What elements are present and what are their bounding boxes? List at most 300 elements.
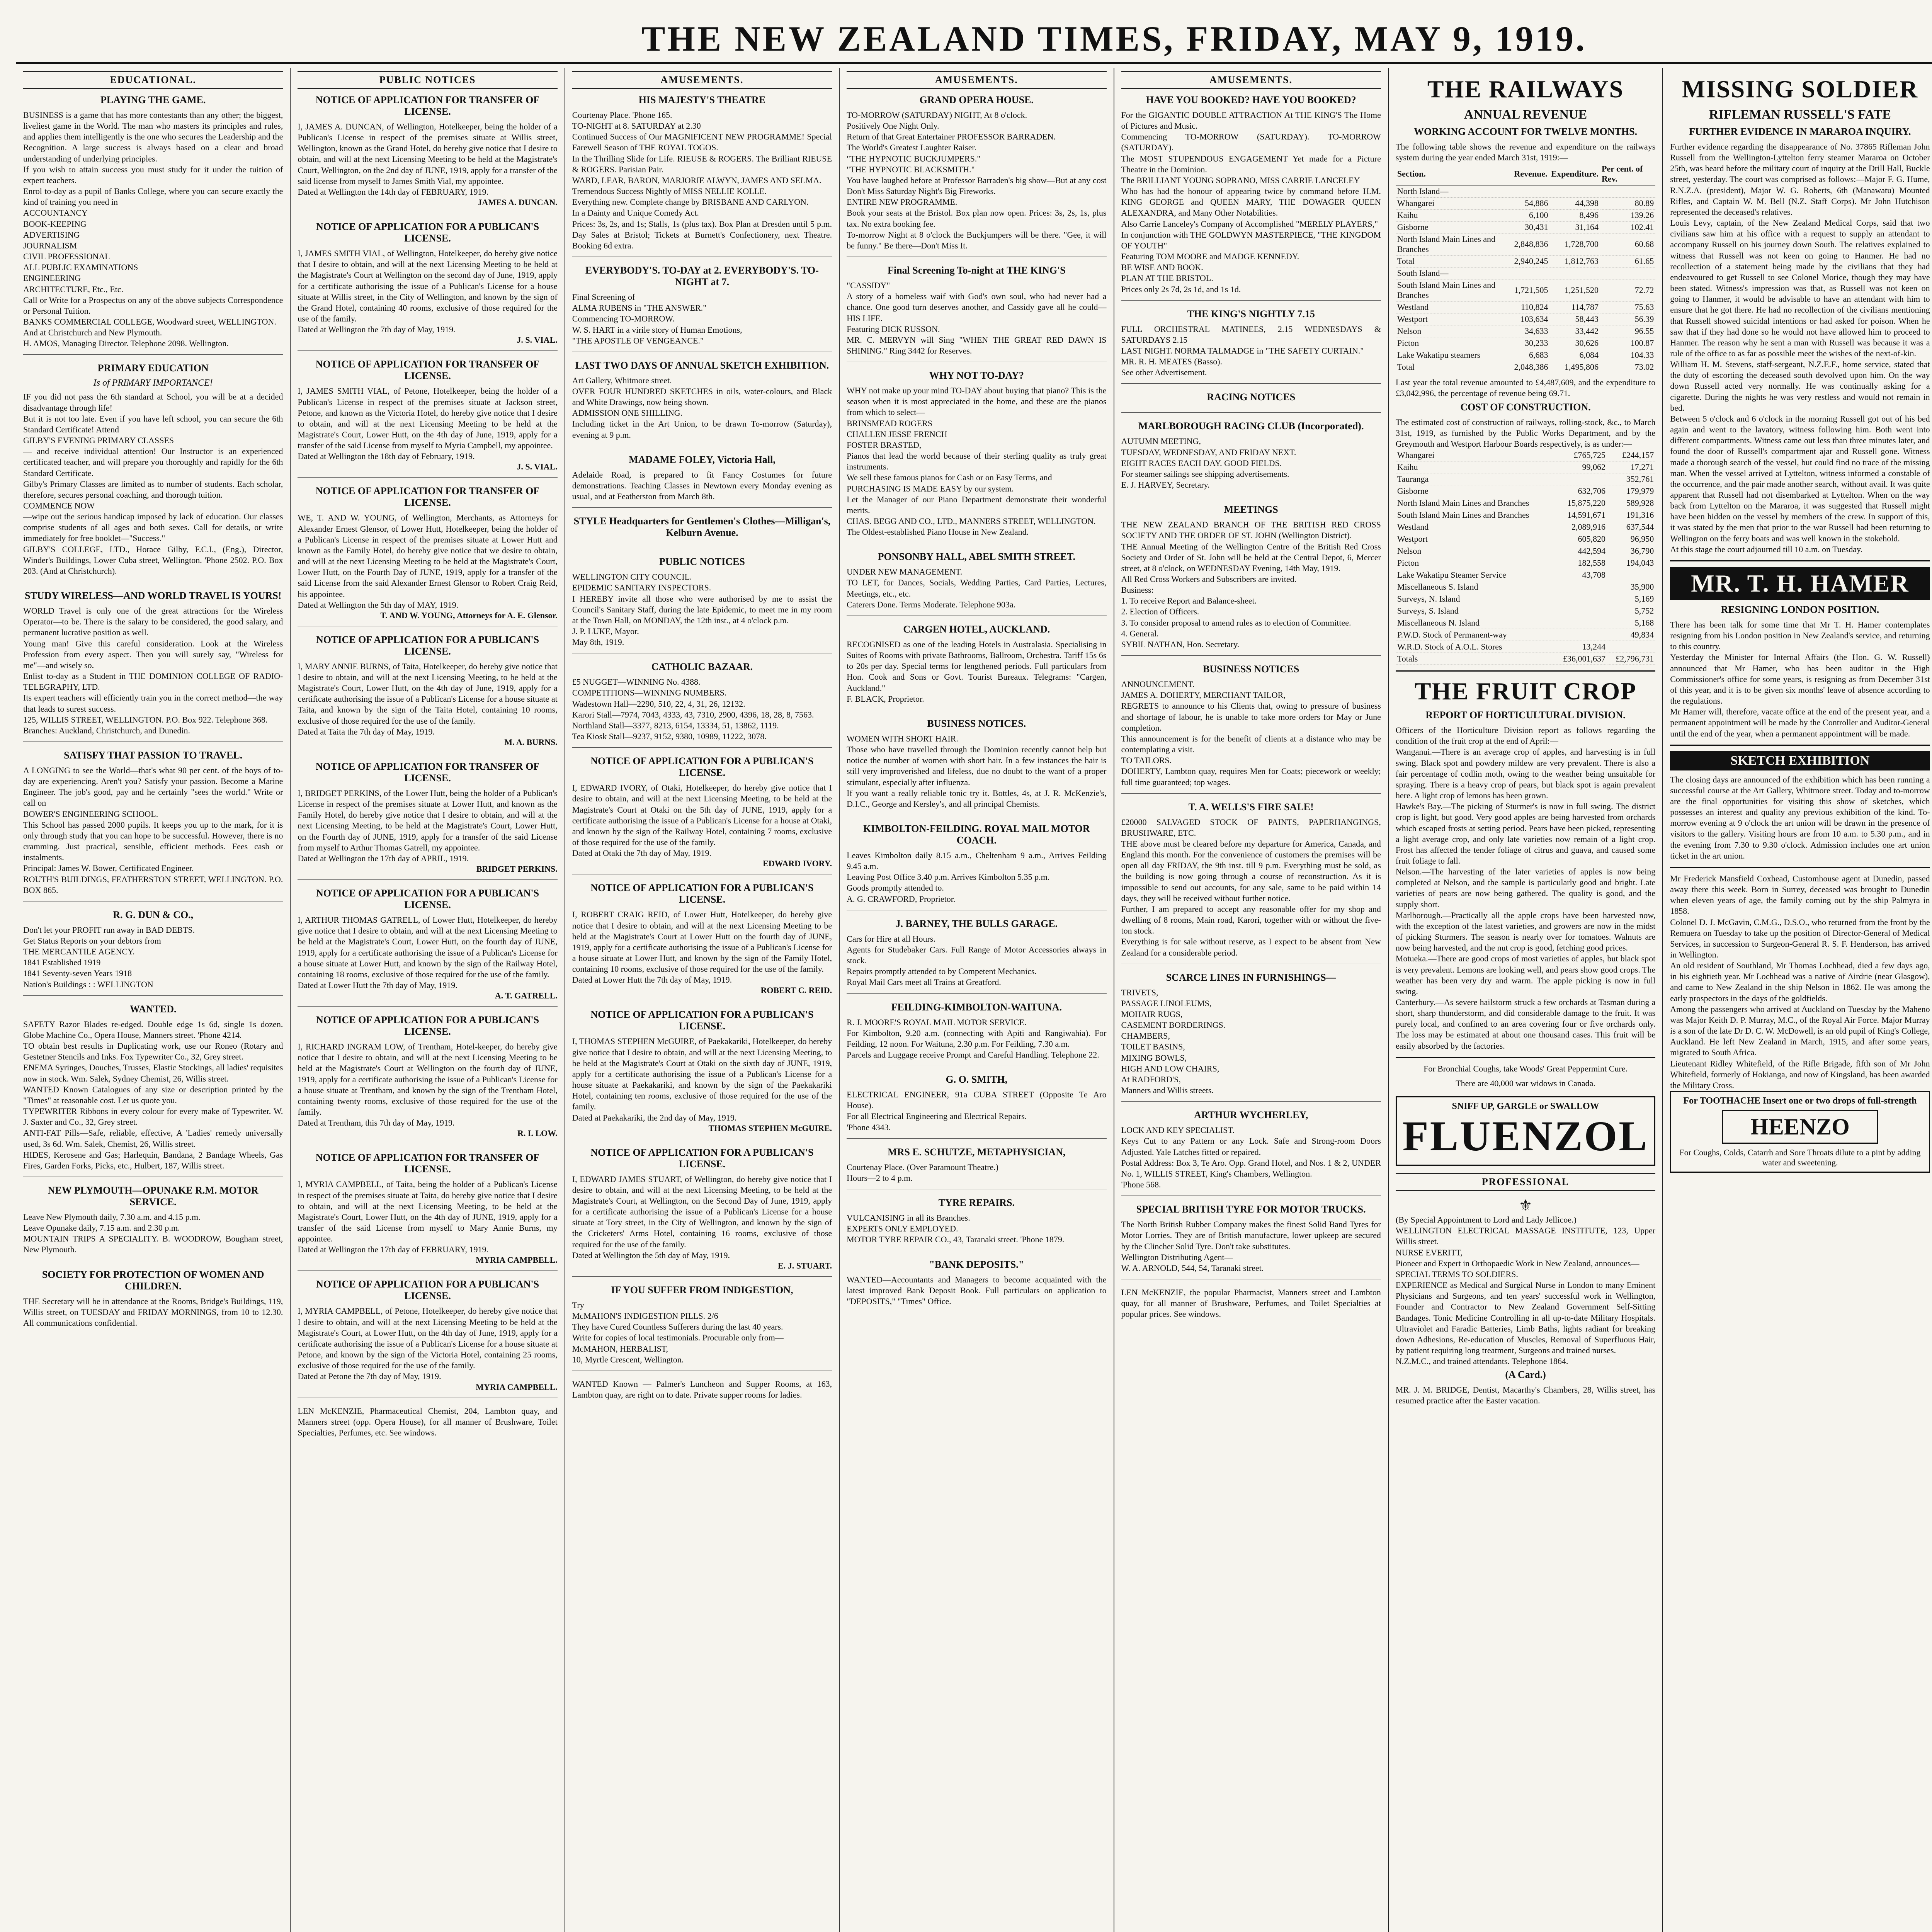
notice-item (298, 1279, 557, 1398)
table-cell: 96,950 (1607, 533, 1655, 545)
notice-item (572, 755, 832, 874)
notice-body: Final Screening of ALMA RUBENS in "THE ANSWER." Commencing TO-MORROW. W. S. HART in a virile story of Human Emotions, "THE APOSTLE OF VENGEANCE." (572, 292, 742, 345)
table-cell: Totals (1396, 653, 1554, 665)
table-row (1396, 653, 1655, 665)
notice-heading: LAST TWO DAYS OF ANNUAL SKETCH EXHIBITION. (575, 359, 829, 371)
notice-body: Don't let your PROFIT run away in BAD DEBTS. Get Status Reports on your debtors from THE MERCANTILE AGENCY. 1841 Established 1919 1841 Seventy-seven Years 1918 Nation's Buildings : : WELLINGTON (23, 925, 195, 989)
notice-heading: MARLBOROUGH RACING CLUB (Incorporated). (1138, 420, 1364, 432)
notice-item (572, 94, 832, 257)
notice-heading: MEETINGS (1224, 504, 1278, 515)
fluenzol-brand: FLUENZOL (1402, 1112, 1649, 1160)
table-cell: 182,558 (1554, 557, 1607, 569)
notice-body: FULL ORCHESTRAL MATINEES, 2.15 WEDNESDAYS & SATURDAYS 2.15 LAST NIGHT. NORMA TALMADGE in "THE SAFETY CURTAIN." MR. R. H. MEATES (Basso). See other Advertisement. (1121, 324, 1381, 378)
notice-item (1121, 504, 1381, 656)
notice-body: R. J. MOORE'S ROYAL MAIL MOTOR SERVICE. For Kimbolton, 9.20 a.m. (connecting with Apiti and Rangiwahia). For Feilding, 12 noon. For Waituna, 2.30 p.m. For Feilding, 7.30 a.m. Parcels and Luggage receive Prompt and Careful Handling. Telephone 22. (847, 1017, 1107, 1060)
notice-body: TRIVETS, PASSAGE LINOLEUMS, MOHAIR RUGS, CASEMENT BORDERINGS. CHAMBERS, TOILET BASINS, MIXING BOWLS, HIGH AND LOW CHAIRS, At RADFORD'S, Manners and Willis streets. (1121, 987, 1226, 1095)
notice-heading: GRAND OPERA HOUSE. (919, 94, 1034, 105)
notice-body: For the GIGANTIC DOUBLE ATTRACTION At THE KING'S The Home of Pictures and Music. Commencing TO-MORROW (SATURDAY). TO-MORROW (SATURDAY). The MOST STUPENDOUS ENGAGEMENT Yet made for a Picture Theatre in the Dominion. The BRILLIANT YOUNG SOPRANO, MISS CARRIE LANCELEY Who has had the honour of appearing twice by command before H.M. KING GEORGE and QUEEN MARY, THE DOWAGER QUEEN ALEXANDRA, and Many Other Notabilities. Also Carrie Lanceley's Company of Accomplished "MERELY PLAYERS," In conjunction with THE GOLDWYN MASTERPIECE, "THE KINGDOM OF YOUTH" Featuring TOM MOORE and MADGE KENNEDY. BE WISE AND BOOK. PLAN AT THE BRISTOL. Prices only 2s 7d, 2s 1d, and 1s 1d. (1121, 110, 1381, 294)
table-cell: £765,725 (1554, 449, 1607, 461)
war-widows-note: There are 40,000 war widows in Canada. (1456, 1078, 1595, 1088)
table-row (1396, 233, 1655, 255)
table-cell (1607, 641, 1655, 653)
notice-body: WORLD Travel is only one of the great attractions for the Wireless Operator—to be. There is the salary to be considered, the good salary, and permanent lucrative position as well. Young man! Give this careful consideration. Look at the Wireless Profession from every aspect. Then you will surely say, "Wireless for me"—and wisely so. Enlist to-day as a Student in THE DOMINION COLLEGE OF RADIO-TELEGRAPHY, LTD. Its expert teachers will efficiently train you in the correct method—the way that leads to surest success. 125, WILLIS STREET, WELLINGTON. P.O. Box 922. Telephone 368. Branches: Auckland, Christchurch, and Dunedin. (23, 606, 283, 735)
table-cell: 110,824 (1513, 301, 1550, 313)
table-row (1396, 641, 1655, 653)
table-cell: 54,886 (1513, 197, 1550, 209)
table-row (1396, 521, 1655, 533)
notice-body: LEN McKENZIE, the popular Pharmacist, Manners street and Lambton quay, for all manner of Brushware, Perfumes, and Toilet Specialties at popular prices. See windows. (1121, 1287, 1381, 1319)
table-row (1396, 209, 1655, 221)
notice-heading: FEILDING-KIMBOLTON-WAITUNA. (891, 1001, 1062, 1013)
notice-item (298, 359, 557, 478)
notice-body: I, MYRIA CAMPBELL, of Petone, Hotelkeeper, do hereby give notice that I desire to obtain, and will at the next Licensing Meeting to be held at the Magistrate's Court, at Lower Hutt, on the 4th day of June, 1919, apply for a certificate authorising the issue of a Publican's License for a house situate at Petone, and known by the sign of the Victoria Hotel, containing 25 rooms, exclusive of those required for the use of the family. Dated at Petone the 7th day of May, 1919. (298, 1306, 558, 1381)
table-cell: Westland (1396, 301, 1513, 313)
table-row (1396, 361, 1655, 373)
bronchial-ad: For Bronchial Coughs, take Woods' Great Peppermint Cure. (1423, 1063, 1628, 1073)
table-cell: 13,244 (1554, 641, 1607, 653)
notice-item (572, 1147, 832, 1277)
professional-heading: PROFESSIONAL (1396, 1173, 1655, 1191)
table-cell: 1,721,505 (1513, 279, 1550, 301)
notice-item (847, 370, 1106, 543)
notice-signature: ROBERT C. REID. (760, 985, 832, 995)
table-cell (1554, 473, 1607, 485)
heenzo-sub: For Coughs, Colds, Catarrh and Sore Throats dilute to a pint by adding water and sweetening. (1679, 1148, 1921, 1168)
notice-item (298, 94, 557, 213)
table-cell: 75.63 (1600, 301, 1655, 313)
table-cell: 96.55 (1600, 325, 1655, 337)
obituaries: Mr Frederick Mansfield Coxhead, Customhouse agent at Dunedin, passed away there this week. Born in Surrey, deceased was brought to Dunedin when eleven years of age, the family coming out by the ship Palmyra in 1858. Colonel D. J. McGavin, C.M.G., D.S.O., who returned from the front by the Remuera on Tuesday to take up the position of Director-General of Medical Services, in succession to Surgeon-General R. S. F. Henderson, has arrived in Wellington. An old resident of Southland, Mr Thomas Lochhead, died a few days ago, in his eightieth year. Mr Lochhead was a native of Airdrie (near Glasgow), and came to New Zealand in the ship Nelson in 1862. He was among the early prospectors in the days of the goldfields. Among the passengers who arrived at Auckland on Tuesday by the Maheno was Major Keith D. P. Murray, M.C., of the Royal Air Force. Major Murray is a son of the late Dr D. C. W. McDowell, is an old pupil of King's College, Auckland. He left New Zealand in March, 1915, and after some years, migrated to South Africa. Lieutenant Ridley Whitefield, of the Rifle Brigade, fifth son of Mr John Whitefield, formerly of Hokianga, and now of Kingsland, has been awarded the Military Cross. (1670, 873, 1930, 1090)
table-row (1396, 605, 1655, 617)
notice-heading: NOTICE OF APPLICATION FOR A PUBLICAN'S LICENSE. (590, 755, 814, 779)
notice-item (298, 761, 557, 880)
table-cell (1554, 629, 1607, 641)
notice-signature: THOMAS STEPHEN McGUIRE. (708, 1123, 832, 1133)
toothache-text: For TOOTHACHE Insert one or two drops of full-strength (1683, 1096, 1917, 1106)
table-cell: 103,634 (1513, 313, 1550, 325)
notice-signature: A. T. GATRELL. (495, 991, 558, 1001)
notice-heading: Final Screening To-night at THE KING'S (887, 265, 1066, 276)
railways-desc: The following table shows the revenue and expenditure on the railways system during the year ended March 31st, 1919:— (1395, 142, 1656, 163)
notice-item (1121, 420, 1381, 496)
notice-item (1121, 801, 1381, 964)
table-cell: 80.89 (1600, 197, 1655, 209)
table-cell: North Island— (1396, 185, 1513, 197)
notice-body: I, BRIDGET PERKINS, of the Lower Hutt, being the holder of a Publican's License in respect of the premises situate at Lower Hutt, and known as the Family Hotel, do hereby give notice that I desire to obtain, and will at the next Licensing Meeting, to be held at the Magistrate's Court, Lower Hutt, on the Fourth day of JUNE, 1919, apply for a transfer of the said License from myself to Arthur Thomas Gatrell, my appointee. Dated at Wellington the 17th day of APRIL, 1919. (298, 788, 558, 863)
table-cell: Kaihu (1396, 209, 1513, 221)
notice-body: Courtenay Place. 'Phone 165. TO-NIGHT at 8. SATURDAY at 2.30 Continued Success of Our MAGNIFICENT NEW PROGRAMME! Special Farewell Season of THE ROYAL TOGOS. In the Thrilling Slide for Life. RIEUSE & ROGERS. The Brilliant RIEUSE & ROGERS. Parisian Pair. WARD, LEAR, BARON, MARJORIE ALWYN, JAMES AND SELMA. Tremendous Success Nightly of MISS NELLIE KOLLE. Everything new. Complete change by BRISBANE AND CARLYON. In a Dainty and Unique Comedy Act. Prices: 3s, 2s, and 1s; Stalls, 1s (plus tax). Box Plan at Dresden until 5 p.m. Day Sales at Bristol; Tickets at Burnett's Confectionery, next Theatre. Booking 6d extra. (572, 110, 832, 250)
notice-heading: CATHOLIC BAZAAR. (651, 661, 753, 673)
table-cell: Westland (1396, 521, 1554, 533)
table-cell: 2,848,836 (1513, 233, 1550, 255)
notice-heading: PONSONBY HALL, ABEL SMITH STREET. (878, 551, 1076, 563)
table-cell: 6,683 (1513, 349, 1550, 361)
sketch-body: The closing days are announced of the exhibition which has been running a successful course at the Art Gallery, Whitmore street. Today and to-morrow are the final opportunities for visiting this show of sketches, which possesses an interest and quality any previous exhibition of the kind. To-morrow evening at 9 o'clock the art union will be drawn in the presence of visitors to the gallery. Visiting hours are from 10 a.m. to 5.30 p.m., and in the evening from 7.30 to 9.30 o'clock. Admission includes one art union ticket in the art union. (1670, 774, 1930, 861)
table-cell: Miscellaneous S. Island (1396, 581, 1554, 593)
table-cell: Nelson (1396, 325, 1513, 337)
notice-heading: STYLE Headquarters for Gentlemen's Clothes—Milligan's, Kelburn Avenue. (573, 515, 831, 539)
notice-item (1121, 94, 1381, 301)
notice-body: THE NEW ZEALAND BRANCH OF THE BRITISH RED CROSS SOCIETY AND THE ORDER OF ST. JOHN (Wellington District). THE Annual Meeting of the Wellington Centre of the British Red Cross Society and Order of St. John will be held at the Central Depot, 6, Mercer street, at 8 o'clock, on WEDNESDAY Evening, 14th May, 1919. All Red Cross Workers and Subscribers are invited. Business: 1. To receive Report and Balance-sheet. 2. Election of Officers. 3. To consider proposal to amend rules as to election of Committee. 4. General. SYBIL NATHAN, Hon. Secretary. (1121, 520, 1381, 649)
revenue-table (1396, 163, 1655, 373)
hamer-body: There has been talk for some time that Mr T. H. Hamer contemplates resigning from his London position in New Zealand's service, and returning to this country. Yesterday the Minister for Internal Affairs (the Hon. G. W. Russell) announced that Mr Hamer, who has been auditor in the High Commissioner's office for some years, is resigning as from December 31st of this year, and it is to be given six months' leave of absence according to the regulations. Mr Hamer will, therefore, vacate office at the end of the present year, and a permanent appointment will be made by the Controller and Auditor-General until the end of the year, when a permanent appointment will be made. (1670, 619, 1930, 738)
table-cell: £36,001,637 (1554, 653, 1607, 665)
notice-item (847, 1146, 1106, 1189)
table-cell: 6,084 (1550, 349, 1600, 361)
notice-body: RECOGNISED as one of the leading Hotels in Australasia. Specialising in Suites of Rooms with private Bathrooms, Ballroom, Orchestra. Tariff 15s 6s to 20s per day. Special terms for lengthened periods. Full particulars from Hon. Cook and Sons or Govt. Tourist Bureaux. Telegrams: "Cargen, Auckland." F. BLACK, Proprietor. (847, 639, 1107, 704)
notice-item (847, 265, 1106, 362)
notice-item (847, 624, 1106, 710)
table-cell: 1,251,520 (1550, 279, 1600, 301)
card-heading: (A Card.) (1505, 1369, 1546, 1381)
notice-body: I, RICHARD INGRAM LOW, of Trentham, Hotel-keeper, do hereby give notice that I desire to obtain, and will at the next Licensing Meeting to be held at the Magistrate's Court at Wellington on the fourth day of JUNE, 1919, apply for a certificate authorising the issue of a Publican's License for a house situate at Trentham, and known by the sign of the Trentham Hotel, containing twenty rooms, exclusive of those required for the use of the family. Dated at Trentham, this 7th day of May, 1919. (298, 1042, 558, 1128)
notice-heading: NOTICE OF APPLICATION FOR A PUBLICAN'S LICENSE. (590, 1146, 814, 1170)
table-cell (1600, 185, 1655, 197)
notice-body: I, ARTHUR THOMAS GATRELL, of Lower Hutt, Hotelkeeper, do hereby give notice that I desire to obtain, and will at the next Licensing Meeting to be held at the Magistrate's Court, Lower Hutt, on the fourth day of JUNE, 1919, apply for a certificate authorising the issue of a Publican's License for a house situate at Lower Hutt, and known by the sign of the Railway Hotel, containing 18 rooms, exclusive of those required for the use of the family. Dated at Lower Hutt the 7th day of May, 1919. (298, 915, 558, 990)
table-row (1396, 279, 1655, 301)
notice-body: Cars for Hire at all Hours. Agents for Studebaker Cars. Full Range of Motor Accessories always in stock. Repairs promptly attended to by Competent Mechanics. Royal Mail Cars meet all Trains at Greatford. (847, 934, 1107, 987)
notice-heading: NOTICE OF APPLICATION FOR A PUBLICAN'S LICENSE. (316, 634, 539, 657)
notice-item (23, 1003, 283, 1177)
table-cell: 35,900 (1607, 581, 1655, 593)
notice-item (1121, 972, 1381, 1102)
table-cell: 44,398 (1550, 197, 1600, 209)
table-cell (1554, 593, 1607, 605)
notice-body: WOMEN WITH SHORT HAIR. Those who have travelled through the Dominion recently cannot help but notice the number of women with short hair. In a few instances the hair is still very improverished and lifeless, due no doubt to the want of a proper stimulant, especially after influenza. If you want a really reliable tonic try it. Bottles, 4s, at J. R. McKenzie's, D.I.C., George and Kersley's, and all principal Chemists. (847, 733, 1107, 809)
notice-heading: SPECIAL BRITISH TYRE FOR MOTOR TRUCKS. (1136, 1204, 1366, 1215)
cost-table (1396, 449, 1655, 665)
notice-body: ANNOUNCEMENT. JAMES A. DOHERTY, MERCHANT TAILOR, REGRETS to announce to his Clients that, owing to pressure of business and shortage of labour, he is unable to take more orders for May or June completion. This announcement is for the benefit of clients at a distance who may be contemplating a visit. TO TAILORS. DOHERTY, Lambton quay, requires Men for Coats; piecework or weekly; full time guaranteed; top wages. (1121, 679, 1381, 787)
table-cell: Total (1396, 255, 1513, 267)
railways-paragraph: Last year the total revenue amounted to £4,487,609, and the expenditure to £3,042,996, the percentage of revenue being 69.71. (1395, 378, 1656, 398)
notice-signature: E. J. STUART. (778, 1260, 832, 1270)
notice-item (298, 634, 557, 753)
table-cell: Tauranga (1396, 473, 1554, 485)
table-cell: Miscellaneous N. Island (1396, 617, 1554, 629)
notice-heading: J. BARNEY, THE BULLS GARAGE. (895, 918, 1058, 929)
table-cell: 2,048,386 (1513, 361, 1550, 373)
notice-heading: NOTICE OF APPLICATION FOR A PUBLICAN'S LICENSE. (316, 1014, 539, 1037)
table-cell: 34,633 (1513, 325, 1550, 337)
table-cell: Lake Wakatipu Steamer Service (1396, 569, 1554, 581)
table-row (1396, 185, 1655, 197)
notice-body: AUTUMN MEETING, TUESDAY, WEDNESDAY, AND FRIDAY NEXT. EIGHT RACES EACH DAY. GOOD FIELDS. For steamer sailings see shipping advertisements. E. J. HARVEY, Secretary. (1121, 436, 1296, 490)
notice-signature: MYRIA CAMPBELL. (476, 1382, 558, 1392)
table-cell: 102.41 (1600, 221, 1655, 233)
notice-heading: NOTICE OF APPLICATION FOR A PUBLICAN'S LICENSE. (316, 1279, 539, 1302)
table-cell (1550, 185, 1600, 197)
notice-item (847, 823, 1106, 910)
notice-heading: EVERYBODY'S. TO-DAY at 2. EVERYBODY'S. TO-NIGHT at 7. (585, 265, 819, 288)
notice-heading: NOTICE OF APPLICATION FOR TRANSFER OF LICENSE. (315, 94, 540, 117)
table-cell: 100.87 (1600, 337, 1655, 349)
revenue-col-header: Section. (1396, 163, 1513, 185)
table-cell: £2,796,731 (1607, 653, 1655, 665)
fruit-subheading: REPORT OF HORTICULTURAL DIVISION. (1425, 709, 1626, 721)
table-cell: 442,594 (1554, 545, 1607, 557)
table-cell: 114,787 (1550, 301, 1600, 313)
missing-subheading: RIFLEMAN RUSSELL'S FATE (1709, 107, 1891, 122)
notice-heading: MADAME FOLEY, Victoria Hall, (629, 454, 776, 465)
notice-body: WE, T. AND W. YOUNG, of Wellington, Merchants, as Attorneys for Alexander Ernest Glensor, of Lower Hutt, Hotelkeeper, being the holder of a Publican's License in respect of the premises situate at Lower Hutt and known as the Family Hotel, do hereby give notice that we desire to obtain, and will at the next Licensing Meeting to be held at the Magistrate's Court, Lower Hutt, on the Fourth Day of JUNE, 1919, apply for a transfer of the said License from the said Alexander Ernest Glensor to Robert Craig Reid, his appointee. Dated at Wellington the 5th day of MAY, 1919. (298, 513, 558, 610)
notice-body: Try McMAHON'S INDIGESTION PILLS. 2/6 They have Cured Countless Sufferers during the last 40 years. Write for copies of local testimonials. Procurable only from— McMAHON, HERBALIST, 10, Myrtle Crescent, Wellington. (572, 1300, 784, 1364)
notice-heading: PLAYING THE GAME. (100, 94, 206, 105)
notice-body: I, THOMAS STEPHEN McGUIRE, of Paekakariki, Hotelkeeper, do hereby give notice that I desire to obtain, and will at the next Licensing Meeting, to be held at the Magistrate's Court at Otaki on the sixth day of JUNE, 1919, apply for a certificate authorising the issue of a Publican's License for a house situate at Paekakariki, and known by the sign of the Paekakariki Hotel, containing ten rooms, exclusive of those required for the use of the family. Dated at Paekakariki, the 2nd day of May, 1919. (572, 1036, 832, 1122)
table-row (1396, 313, 1655, 325)
columns (16, 68, 1932, 1932)
notice-heading: SCARCE LINES IN FURNISHINGS— (1166, 971, 1336, 983)
table-cell: 36,790 (1607, 545, 1655, 557)
railways-intro: WORKING ACCOUNT FOR TWELVE MONTHS. (1414, 126, 1638, 137)
railways-heading: THE RAILWAYS (1427, 75, 1624, 103)
section-heading: AMUSEMENTS. (1121, 71, 1381, 89)
table-cell: 5,168 (1607, 617, 1655, 629)
notice-item (572, 360, 832, 446)
notice-body: VULCANISING in all its Branches. EXPERTS ONLY EMPLOYED. MOTOR TYRE REPAIR CO., 43, Taranaki street. 'Phone 1879. (847, 1213, 1065, 1245)
notice-heading: KIMBOLTON-FEILDING. ROYAL MAIL MOTOR COACH. (863, 823, 1090, 846)
fluenzol-tagline: SNIFF UP, GARGLE or SWALLOW (1452, 1101, 1599, 1112)
notice-item (23, 362, 283, 582)
table-row (1396, 569, 1655, 581)
notice-body: A LONGING to see the World—that's what 90 per cent. of the boys of to-day are experiencing. Aren't you? Satisfy your passion. Become a Marine Engineer. The job's good, pay and he certainly "sees the world." Write or call on BOWER'S ENGINEERING SCHOOL. This School has passed 2000 pupils. It keeps you up to the mark, for it is only through study that you can hope to be successful. However, there is no cramming. Just practical, sensible, efficient methods. Fees cash or instalments. Principal: James W. Bower, Certificated Engineer. ROUTH'S BUILDINGS, FEATHERSTON STREET, WELLINGTON. P.O. BOX 865. (23, 765, 283, 895)
missing-heading: MISSING SOLDIER (1682, 75, 1918, 103)
table-cell: 6,100 (1513, 209, 1550, 221)
revenue-col-header: Per cent. of Rev. (1600, 163, 1655, 185)
notice-body: ELECTRICAL ENGINEER, 91a CUBA STREET (Opposite Te Aro House). For all Electrical Engineering and Electrical Repairs. 'Phone 4343. (847, 1090, 1107, 1132)
notice-heading: SATISFY THAT PASSION TO TRAVEL. (64, 749, 243, 761)
notice-item (847, 1074, 1106, 1139)
table-cell: 637,544 (1607, 521, 1655, 533)
notice-body: I, ROBERT CRAIG REID, of Lower Hutt, Hotelkeeper, do hereby give notice that I desire to obtain, and will at the next Licensing Meeting to be held at the Magistrate's Court at Lower Hutt on the fourth day of JUNE, 1919, apply for a certificate authorising the issue of a Publican's License for a house situate at Lower Hutt, and known by the sign of the Family Hotel, containing 10 rooms, exclusive of those required for the use of the family. Dated at Lower Hutt the 7th day of May, 1919. (572, 910, 832, 985)
table-cell (1554, 581, 1607, 593)
notice-heading: ARTHUR WYCHERLEY, (1194, 1109, 1308, 1121)
notice-heading: NEW PLYMOUTH—OPUNAKE R.M. MOTOR SERVICE. (48, 1184, 259, 1208)
notice-item (1121, 391, 1381, 413)
table-cell (1600, 267, 1655, 279)
notice-item (572, 1009, 832, 1139)
table-cell: 31,164 (1550, 221, 1600, 233)
notice-heading: G. O. SMITH, (946, 1074, 1008, 1085)
table-row (1396, 593, 1655, 605)
notice-item (298, 221, 557, 351)
table-cell: 60.68 (1600, 233, 1655, 255)
notice-body: Art Gallery, Whitmore street. OVER FOUR HUNDRED SKETCHES in oils, water-colours, and Black and White Drawings, now being shown. ADMISSION ONE SHILLING. Including ticket in the Art Union, to be drawn To-morrow (Saturday), evening at 9 p.m. (572, 375, 832, 440)
table-cell: 61.65 (1600, 255, 1655, 267)
table-cell (1513, 267, 1550, 279)
notice-body: I, JAMES SMITH VIAL, of Wellington, Hotelkeeper, do hereby give notice that I desire to obtain, and will at the next Licensing Meeting to be held at the Magistrate's Court at Wellington on the second day of June, 1919, apply for a certificate authorising the issue of a Publican's License for a house situate at Willis street, in the City of Wellington, and known by the sign of the Grand Hotel, containing 40 rooms, exclusive of those required for the use of the family. Dated at Wellington the 7th day of May, 1919. (298, 248, 558, 335)
table-cell (1513, 185, 1550, 197)
railways-subheading: ANNUAL REVENUE (1464, 107, 1587, 122)
notice-heading: BUSINESS NOTICES (1203, 663, 1299, 675)
notice-item (23, 750, 283, 901)
notice-signature: J. S. VIAL. (517, 462, 558, 472)
notice-body: BUSINESS is a game that has more contestants than any other; the biggest, liveliest game in the World. The man who masters its principles and rules, and applies them intelligently is the one who secures the Leadership and the Recognition. A large success is always based on a clear and broad understanding of underlying principles. If you wish to attain success you must study for it under the tuition of expert teachers. Enrol to-day as a pupil of Banks College, where you can secure exactly the kind of training you need in ACCOUNTANCY BOOK-KEEPING ADVERTISING JOURNALISM CIVIL PROFESSIONAL ALL PUBLIC EXAMINATIONS ENGINEERING ARCHITECTURE, Etc., Etc. Call or Write for a Prospectus on any of the above subjects Correspondence or Personal Tuition. BANKS COMMERCIAL COLLEGE, Woodward street, WELLINGTON. And at Christchurch and New Plymouth. H. AMOS, Managing Director. Telephone 2098. Wellington. (23, 110, 283, 349)
notice-signature: MYRIA CAMPBELL. (476, 1255, 558, 1265)
notice-body: I, EDWARD IVORY, of Otaki, Hotelkeeper, do hereby give notice that I desire to obtain, and will at the next Licensing Meeting, to be held at the Magistrate's Court at Otaki on the 5th day of JUNE, 1919, apply for a certificate authorising the issue of a Publican's License for a house at Otaki, and known by the sign of the Railway Hotel, containing 7 rooms, exclusive of those required for the use of the family. Dated at Otaki the 7th day of May, 1919. (572, 783, 832, 858)
notice-heading: THE KING'S NIGHTLY 7.15 (1187, 308, 1315, 320)
notice-item (1121, 1287, 1381, 1325)
table-cell: 14,591,671 (1554, 509, 1607, 521)
column-railways (1389, 68, 1663, 1932)
table-cell: Gisborne (1396, 221, 1513, 233)
table-row (1396, 473, 1655, 485)
notice-heading: STUDY WIRELESS—AND WORLD TRAVEL IS YOURS! (24, 590, 282, 602)
notice-signature: M. A. BURNS. (504, 737, 558, 747)
notice-heading: BUSINESS NOTICES. (927, 718, 1026, 729)
notice-heading: IF YOU SUFFER FROM INDIGESTION, (611, 1284, 793, 1296)
notice-heading: MRS E. SCHUTZE, METAPHYSICIAN, (888, 1146, 1066, 1158)
notice-body: I, MARY ANNIE BURNS, of Taita, Hotelkeeper, do hereby give notice that I desire to obtain, and will at the next Licensing Meeting, to be held at the Magistrate's Court, Lower Hutt, on the 4th day of June, 1919, apply for a certificate authorising the issue of a Publican's License for a house situate at Taita, and known by the sign of the Taita Hotel, containing 10 rooms, exclusive of those required for the use of the family. Dated at Taita the 7th day of May, 1919. (298, 661, 558, 736)
table-row (1396, 617, 1655, 629)
table-row (1396, 557, 1655, 569)
notice-item (298, 485, 557, 626)
notice-item (572, 661, 832, 748)
notice-body: WANTED—Accountants and Managers to become acquainted with the latest improved Bank Deposit Book. Full particulars on application to "DEPOSITS," "Times" Office. (847, 1274, 1107, 1306)
table-cell: 632,706 (1554, 485, 1607, 497)
notice-item (847, 1197, 1106, 1251)
notice-signature: R. I. LOW. (517, 1128, 558, 1138)
table-cell: 15,875,220 (1554, 497, 1607, 509)
notice-heading: NOTICE OF APPLICATION FOR TRANSFER OF LICENSE. (315, 1152, 540, 1175)
fruit-body: Officers of the Horticulture Division report as follows regarding the condition of the fruit crop at the end of April:— Wanganui.—There is an average crop of apples, and harvesting is in full swing. Black spot and powdery mildew are very prevalent. There is also a fair percentage of codlin moth, owing to the weather being unsuitable for spraying. There is a heavy crop of pears, but black spot is again prevalent here. A light crop of lemons has been grown. Hawke's Bay.—The picking of Sturmer's is now in full swing. The district crop is light, but good. Very good apples are being harvested from orchards which escaped frosts at setting period. Pears have been picked, representing a light average crop, and only late varieties now remain of a light crop. Frost has affected the tender foliage of citrus and guava, and caused some fruit foliage to fall. Nelson.—The harvesting of the later varieties of apples is now being completed at Nelson, and the sample is particularly good and bright. Late varieties of pears are now being gathered. The quality is good, and the supply short. Marlborough.—Practically all the apple crops have been harvested now, with the exception of the latest varieties, and growers are now in the midst of picking Sturmers. The season is nearly over for tomatoes. Walnuts are now being harvested, and the nut crop is good, fetching good prices. Motueka.—There are good crops of most varieties of apples, but black spot is very prevalent. Lemons are looking well, and pears show good crops. The weather has been very dry and warm. The apple picking is now in full swing. Canterbury.—As severe hailstorm struck a few orchards at Tasman during a short, sharp thunderstorm, and did considerable damage to the fruit. It was purely local, and confined to an area covering four or five orchards only. The loss may be estimated at about one thousand cases. This fruit will be easily absorbed by the factories. (1395, 725, 1656, 1051)
table-cell: Picton (1396, 557, 1554, 569)
notice-item (23, 909, 283, 996)
table-cell: 2,089,916 (1554, 521, 1607, 533)
table-cell: £244,157 (1607, 449, 1655, 461)
table-cell: 5,752 (1607, 605, 1655, 617)
notice-item (572, 265, 832, 352)
table-cell: Whangarei (1396, 197, 1513, 209)
notice-heading: HAVE YOU BOOKED? HAVE YOU BOOKED? (1146, 94, 1356, 105)
column-educational (16, 68, 291, 1932)
table-row (1396, 581, 1655, 593)
notice-body: "CASSIDY" A story of a homeless waif with God's own soul, who had never had a chance. One good turn deserves another, and Cassidy gave all he could—HIS LIFE. Featuring DICK RUSSON. MR. C. MERVYN will Sing "WHEN THE GREAT RED DAWN IS SHINING." Ring 3442 for Reserves. (847, 281, 1107, 355)
table-cell: Total (1396, 361, 1513, 373)
table-cell: Lake Wakatipu steamers (1396, 349, 1513, 361)
table-cell: P.W.D. Stock of Permanent-way (1396, 629, 1554, 641)
table-cell: Whangarei (1396, 449, 1554, 461)
table-cell: 56.39 (1600, 313, 1655, 325)
column-missing-soldier (1663, 68, 1932, 1932)
notice-heading: NOTICE OF APPLICATION FOR TRANSFER OF LICENSE. (315, 760, 540, 784)
table-cell: Picton (1396, 337, 1513, 349)
table-cell: 1,495,806 (1550, 361, 1600, 373)
notice-body: £5 NUGGET—WINNING No. 4388. COMPETITIONS—WINNING NUMBERS. Wadestown Hall—2290, 510, 22, 4, 31, 26, 12132. Karori Stall—7974, 7043, 4333, 43, 7310, 2900, 4396, 18, 28, 8, 7563. Northland Stall—3377, 8213, 6154, 13334, 51, 13862, 1119. Tea Kiosk Stall—9237, 9152, 9380, 10989, 11222, 3078. (572, 677, 814, 742)
notice-item (572, 515, 832, 548)
notice-item (847, 718, 1106, 815)
table-cell: 49,834 (1607, 629, 1655, 641)
notice-body: WHY not make up your mind TO-DAY about buying that piano? This is the season when it is most appreciated in the home, and these are the pianos from which to select— BRINSMEAD ROGERS CHALLEN JESSE FRENCH FOSTER BRASTED, Pianos that lead the world because of their sterling quality as truly great instruments. We sell these famous pianos for Cash or on Easy Terms, and PURCHASING IS MADE EASY by our system. Let the Manager of our Piano Department demonstrate their wonderful merits. CHAS. BEGG AND CO., LTD., MANNERS STREET, WELLINGTON. The Oldest-established Piano House in New Zealand. (847, 386, 1107, 537)
table-row (1396, 325, 1655, 337)
table-cell: Nelson (1396, 545, 1554, 557)
fluenzol-ad (1396, 1096, 1655, 1166)
notice-signature: J. S. VIAL. (517, 335, 558, 345)
table-cell: 30,626 (1550, 337, 1600, 349)
table-row (1396, 509, 1655, 521)
notice-item (23, 1269, 283, 1334)
notice-body: WELLINGTON CITY COUNCIL. EPIDEMIC SANITARY INSPECTORS. I HEREBY invite all those who were authorised by me to assist the Council's Sanitary Staff, during the late Epidemic, to meet me in my room at the Town Hall, on MONDAY, the 12th inst., at 4 o'clock p.m. J. P. LUKE, Mayor. May 8th, 1919. (572, 572, 832, 647)
notice-signature: EDWARD IVORY. (763, 859, 832, 869)
table-row (1396, 485, 1655, 497)
notice-signature: BRIDGET PERKINS. (476, 864, 558, 874)
notice-heading: PRIMARY EDUCATION (97, 362, 209, 374)
table-cell: South Island Main Lines and Branches (1396, 509, 1554, 521)
notice-item (1121, 1204, 1381, 1279)
table-row (1396, 533, 1655, 545)
section-heading: PUBLIC NOTICES (298, 71, 557, 89)
table-cell: South Island Main Lines and Branches (1396, 279, 1513, 301)
notice-heading: TYRE REPAIRS. (938, 1197, 1015, 1209)
table-cell: 8,496 (1550, 209, 1600, 221)
notice-heading: "BANK DEPOSITS." (929, 1259, 1024, 1270)
notice-body: Adelaide Road, is prepared to fit Fancy Costumes for future demonstrations. Teaching Classes in Newtown every Monday evening as usual, and at Featherston from March 8th. (572, 469, 832, 502)
table-row (1396, 301, 1655, 313)
column-amusements-2 (840, 68, 1114, 1932)
notice-item (847, 1259, 1106, 1312)
heenzo-brand: HEENZO (1722, 1110, 1879, 1144)
notice-body: IF you did not pass the 6th standard at School, you will be at a decided disadvantage through life! But it is not too late. Even if you have left school, you can secure the 6th Standard Certificate! Attend GILBY'S EVENING PRIMARY CLASSES — and receive individual attention! Our Instructor is an experienced certificated teacher, and will prepare you thoroughly and rapidly for the 6th Standard Certificate. Gilby's Primary Classes are limited as to number of students. Each scholar, therefore, secures personal coaching, and thorough tuition. COMMENCE NOW —wipe out the serious handicap imposed by lack of education. Our classes comprise students of all ages and both sexes. Call for details, or write immediately for free booklet—"Success." GILBY'S COLLEGE, LTD., Horace Gilby, F.C.I., (Eng.), Director, Winder's Buildings, Lower Cuba street, Wellington. 'Phone 2502. P.O. Box 203. (And at Christchurch). (23, 392, 283, 576)
table-cell: 191,316 (1607, 509, 1655, 521)
notice-body: Leaves Kimbolton daily 8.15 a.m., Cheltenham 9 a.m., Arrives Feilding 9.45 a.m. Leaving Post Office 3.40 p.m. Arrives Kimbolton 5.35 p.m. Goods promptly attended to. A. G. CRAWFORD, Proprietor. (847, 850, 1107, 904)
table-cell: 33,442 (1550, 325, 1600, 337)
notice-body: The North British Rubber Company makes the finest Solid Band Tyres for Motor Lorries. They are of British manufacture, lower upkeep are secured by the Clincher Solid Tyre. Don't take substitutes. Wellington Distributing Agent— W. A. ARNOLD, 544, 54, Taranaki street. (1121, 1219, 1381, 1273)
table-cell: Westport (1396, 533, 1554, 545)
table-row (1396, 197, 1655, 209)
notice-item (1121, 308, 1381, 384)
notice-body: LOCK AND KEY SPECIALIST. Keys Cut to any Pattern or any Lock. Safe and Strong-room Doors Adjusted. Yale Latches fitted or repaired. Postal Address: Box 3, Te Aro. Opp. Grand Hotel, and Nos. 1 & 2, UNDER No. 1, WILLIS STREET, King's Chambers, Wellington. 'Phone 568. (1121, 1125, 1381, 1190)
table-row (1396, 497, 1655, 509)
table-cell: 139.26 (1600, 209, 1655, 221)
table-cell: Surveys, N. Island (1396, 593, 1554, 605)
notice-item (23, 1185, 283, 1261)
notice-signature: T. AND W. YOUNG, Attorneys for A. E. Glensor. (380, 610, 558, 620)
table-row (1396, 461, 1655, 473)
notice-heading: WANTED. (129, 1003, 177, 1015)
notice-heading: NOTICE OF APPLICATION FOR A PUBLICAN'S LICENSE. (590, 882, 814, 905)
table-row (1396, 449, 1655, 461)
notice-body: UNDER NEW MANAGEMENT. TO LET, for Dances, Socials, Wedding Parties, Card Parties, Lectures, Meetings, etc., etc. Caterers Done. Terms Moderate. Telephone 903a. (847, 567, 1107, 609)
revenue-col-header: Expenditure. (1550, 163, 1600, 185)
table-cell: South Island— (1396, 267, 1513, 279)
hamer-heading: MR. T. H. HAMER (1670, 567, 1930, 600)
table-row (1396, 349, 1655, 361)
crest-icon: ⚜ (1519, 1197, 1532, 1214)
notice-item (572, 556, 832, 653)
notice-item (298, 1406, 557, 1444)
table-cell: 30,233 (1513, 337, 1550, 349)
table-cell (1550, 267, 1600, 279)
notice-body: WANTED Known — Palmer's Luncheon and Supper Rooms, at 163, Lambton quay, are right on to date. Private supper rooms for ladies. (572, 1379, 832, 1400)
notice-body: Leave New Plymouth daily, 7.30 a.m. and 4.15 p.m. Leave Opunake daily, 7.15 a.m. and 2.30 p.m. MOUNTAIN TRIPS A SPECIALITY. B. WOODROW, Bougham street, New Plymouth. (23, 1212, 283, 1255)
section-heading: EDUCATIONAL. (23, 71, 283, 89)
table-cell: 72.72 (1600, 279, 1655, 301)
notice-heading: HIS MAJESTY'S THEATRE (638, 94, 766, 105)
table-cell: 605,820 (1554, 533, 1607, 545)
notice-heading: T. A. WELLS'S FIRE SALE! (1188, 801, 1314, 813)
notice-item (572, 1379, 832, 1406)
professional-body: (By Special Appointment to Lord and Lady Jellicoe.) WELLINGTON ELECTRICAL MASSAGE INSTITUTE, 123, Upper Willis street. NURSE EVERITT, Pioneer and Expert in Orthopaedic Work in New Zealand, announces— SPECIAL TERMS TO SOLDIERS. EXPERIENCE as Medical and Surgical Nurse in London to many Eminent Physicians and Surgeons, and ten years' successful work in Wellington, Founder and Contractor to New Zealand Government Self-Sitting Bandages. Tonic Medicine Controlling in all up-to-date Military Hospitals. Ultraviolet and Faradic Batteries, Limb Baths, lights radiant for breaking down Adhesions, Re-education of Muscles, Removal of Superfluous Hair, by patient requiring long treatment, Surgeons and trained nurses. N.Z.M.C., and trained attendants. Telephone 1864. (1395, 1215, 1656, 1366)
table-cell (1554, 605, 1607, 617)
notice-heading: RACING NOTICES (1207, 391, 1296, 403)
notice-body: I, MYRIA CAMPBELL, of Taita, being the holder of a Publican's License in respect of the premises situate at Taita, do hereby give notice that I desire to obtain, and will at the next Licensing Meeting, to be held at the Magistrate's Court, Lower Hutt, on the 4th day of JUNE, 1919, apply for a transfer of the said License from myself to Mary Annie Burns, my appointee. Dated at Wellington the 17th day of FEBRUARY, 1919. (298, 1179, 558, 1255)
table-cell: Kaihu (1396, 461, 1554, 473)
table-row (1396, 629, 1655, 641)
notice-body: £20000 SALVAGED STOCK OF PAINTS, PAPERHANGINGS, BRUSHWARE, ETC. THE above must be cleared before my departure for America, Canada, and England this month. For the convenience of customers the premises will be open all day FRIDAY, the 9th inst. till 9 p.m. Everything must be sold, as the building is now going through a course of reconstruction. As it is impossible to send out accounts, for any sale, same to be paid within 14 days, they will be received without further notice. Further, I am prepared to accept any reasonable offer for my shop and dwelling of 8 rooms, Main road, Karori, together with or without the five-ton stock. Everything is for sale without reserve, as I expect to be absent from New Zealand for a considerable period. (1121, 817, 1381, 957)
notice-heading: SOCIETY FOR PROTECTION OF WOMEN AND CHILDREN. (42, 1269, 264, 1292)
notice-heading: NOTICE OF APPLICATION FOR A PUBLICAN'S LICENSE. (316, 888, 539, 911)
table-cell: 58,443 (1550, 313, 1600, 325)
table-row (1396, 255, 1655, 267)
